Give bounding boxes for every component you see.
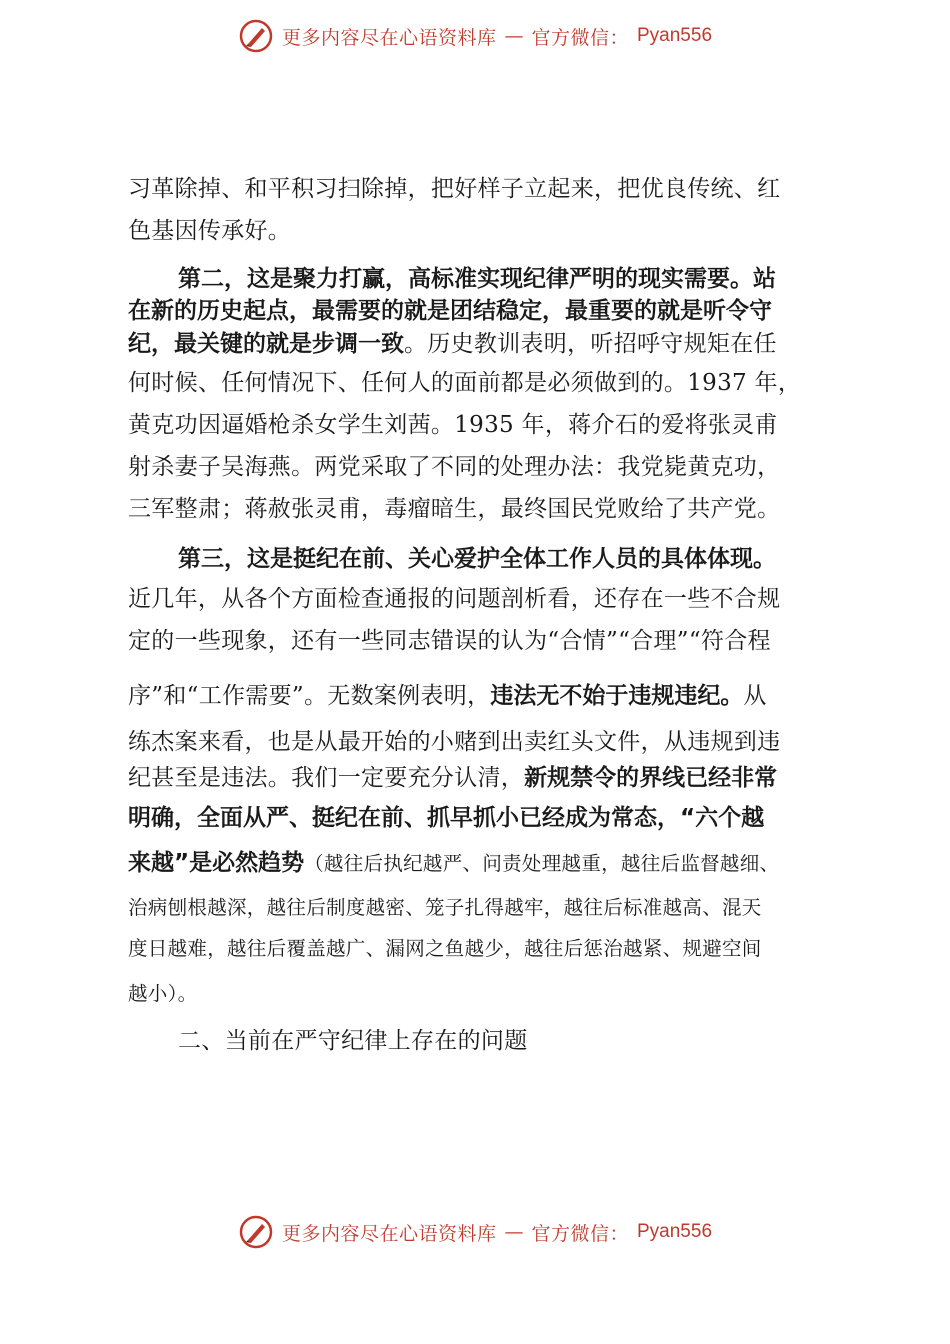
mixed-text-line [128, 662, 828, 724]
text-line: 练杰案来看，也是从最开始的小赌到出卖红头文件，从违规到违 [128, 729, 781, 755]
watermark-wechat-id: Pyan556 [637, 25, 713, 46]
watermark-label: 官方微信： [531, 1222, 629, 1245]
text: 。历史教训表明，听招呼守规矩在任 [404, 331, 777, 357]
bold-text: 来越”是必然趋势 [128, 850, 305, 876]
paragraph-3 [128, 540, 828, 1019]
bold-text-line: 明确，全面从严、挺纪在前、抓早抓小已经成为常态，“六个越 [128, 805, 765, 831]
text-line: 色基因传承好。 [128, 218, 292, 244]
header-watermark [0, 16, 950, 56]
text: 序”和“工作需要”。无数案例表明， [128, 683, 491, 709]
bold-text-line: 第三，这是挺纪在前、关心爱护全体工作人员的具体体现。 [178, 546, 776, 572]
watermark-separator: — [504, 1221, 524, 1243]
footer-watermark [0, 1212, 950, 1252]
watermark-separator: — [504, 25, 524, 47]
text-line: 射杀妻子吴海燕。两党采取了不同的处理办法：我党毙黄克功， [128, 454, 781, 480]
text: （越往后执纪越严、问责处理越重，越往后监督越细、 [304, 852, 780, 875]
text-line: 度日越难，越往后覆盖越广、漏网之鱼越少，越往后惩治越紧、规避空间 [128, 937, 762, 960]
text-line: 定的一些现象，还有一些同志错误的认为“合情”“合理”“符合程 [128, 628, 771, 654]
bold-text: 纪，最关键的就是步调一致 [128, 331, 404, 357]
text-line: 习革除掉、和平积习扫除掉，把好样子立起来，把优良传统、红 [128, 176, 781, 202]
mixed-text-line [128, 760, 828, 796]
mixed-text-line [128, 326, 828, 362]
mixed-text-line [128, 840, 828, 887]
watermark-wechat-id: Pyan556 [637, 1221, 713, 1242]
paragraph-1 [128, 168, 828, 252]
watermark-text: 更多内容尽在心语资料库 [281, 1222, 497, 1245]
watermark-text: 更多内容尽在心语资料库 [281, 26, 497, 49]
text-line: 治病刨根越深，越往后制度越密、笼子扎得越牢，越往后标准越高、混天 [128, 896, 762, 919]
watermark-label: 官方微信： [531, 26, 629, 49]
pen-circle-logo-icon [238, 18, 274, 54]
text-line: 越小）。 [128, 982, 198, 1005]
bold-text: 违法无不始于违规违纪。 [490, 683, 744, 709]
document-body [128, 168, 828, 1063]
bold-text: 新规禁令的界线已经非常 [524, 765, 778, 791]
bold-text-line: 在新的历史起点，最需要的就是团结稳定，最重要的就是听令守 [128, 298, 772, 324]
section-heading: 二、当前在严守纪律上存在的问题 [178, 1028, 528, 1054]
text: 从 [743, 683, 767, 709]
text-line: 黄克功因逼婚枪杀女学生刘茜。1935 年，蒋介石的爱将张灵甫 [128, 412, 778, 438]
bold-text-line: 第二，这是聚力打赢，高标准实现纪律严明的现实需要。站 [178, 266, 776, 292]
paragraph-2 [128, 262, 828, 530]
pen-circle-logo-icon [238, 1214, 274, 1250]
text: 纪甚至是违法。我们一定要充分认清， [128, 765, 525, 791]
text-line: 近几年，从各个方面检查通报的问题剖析看，还存在一些不合规 [128, 586, 781, 612]
text-line: 何时候、任何情况下、任何人的面前都是必须做到的。1937 年， [128, 370, 802, 396]
text-line: 三军整肃；蒋赦张灵甫，毒瘤暗生，最终国民党败给了共产党。 [128, 496, 781, 522]
